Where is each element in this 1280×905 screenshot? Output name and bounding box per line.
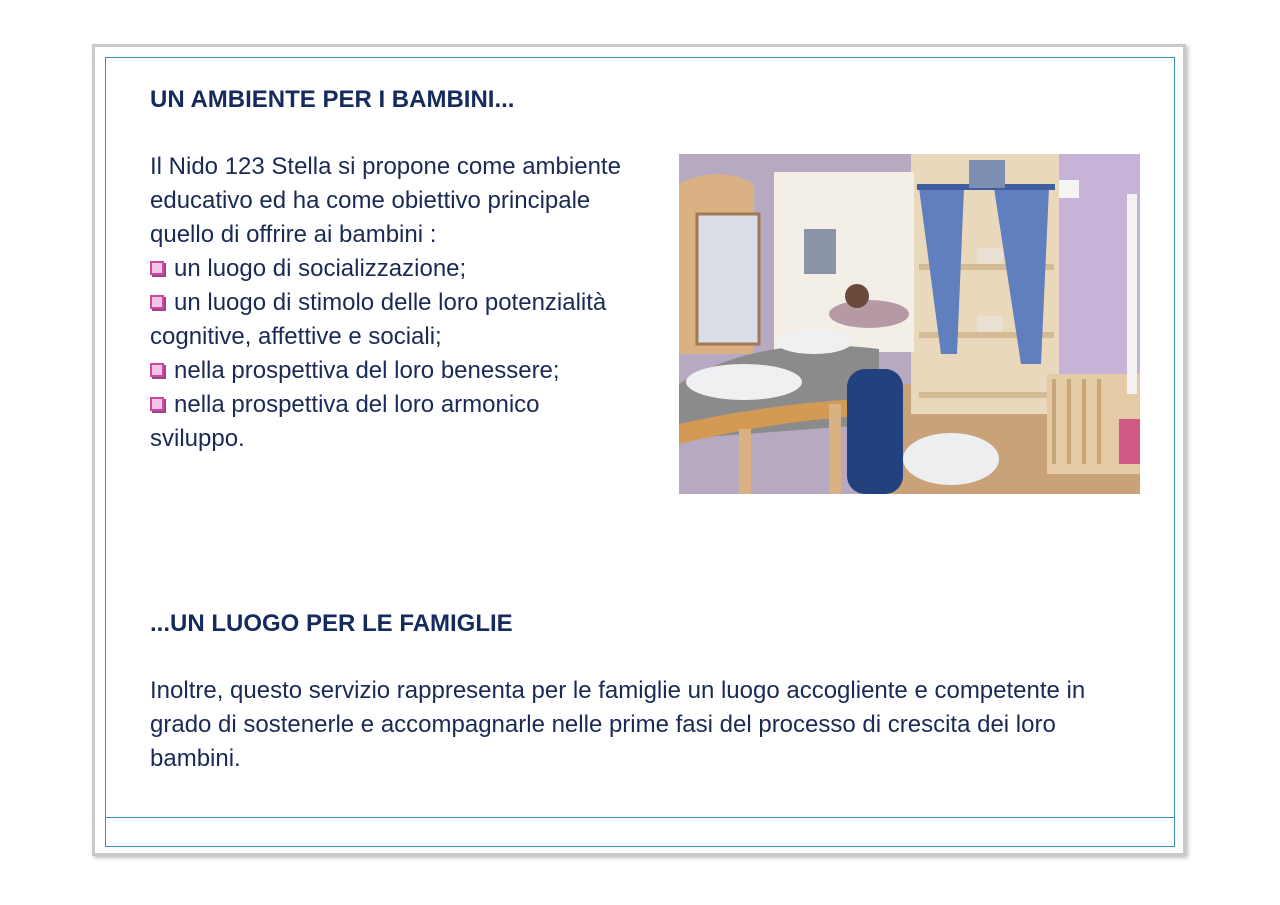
- checkbox-square-icon: [150, 363, 164, 377]
- section-title-children: UN AMBIENTE PER I BAMBINI...: [150, 86, 515, 113]
- nursery-room-photo: [679, 154, 1140, 494]
- checkbox-square-icon: [150, 261, 164, 275]
- list-item: nella prospettiva del loro benessere;: [150, 354, 630, 388]
- section-body-families: Inoltre, questo servizio rappresenta per le famiglie un luogo accogliente e competente in grado di sostenerle e accompagnarle nelle prime fasi del processo di crescita dei loro bambini.: [150, 677, 1086, 772]
- list-item: nella prospettiva del loro armonico sviluppo.: [150, 391, 540, 452]
- checkbox-square-icon: [150, 397, 164, 411]
- intro-text: Il Nido 123 Stella si propone come ambiente educativo ed ha come obiettivo principale quello di offrire ai bambini :: [150, 153, 621, 248]
- checkbox-square-icon: [150, 295, 164, 309]
- footer-divider: [105, 817, 1175, 818]
- section-title-families: ...UN LUOGO PER LE FAMIGLIE: [150, 610, 513, 637]
- list-item: un luogo di socializzazione;: [150, 252, 630, 286]
- list-item: un luogo di stimolo delle loro potenzialità cognitive, affettive e sociali;: [150, 289, 607, 350]
- section-body-children: [150, 150, 630, 456]
